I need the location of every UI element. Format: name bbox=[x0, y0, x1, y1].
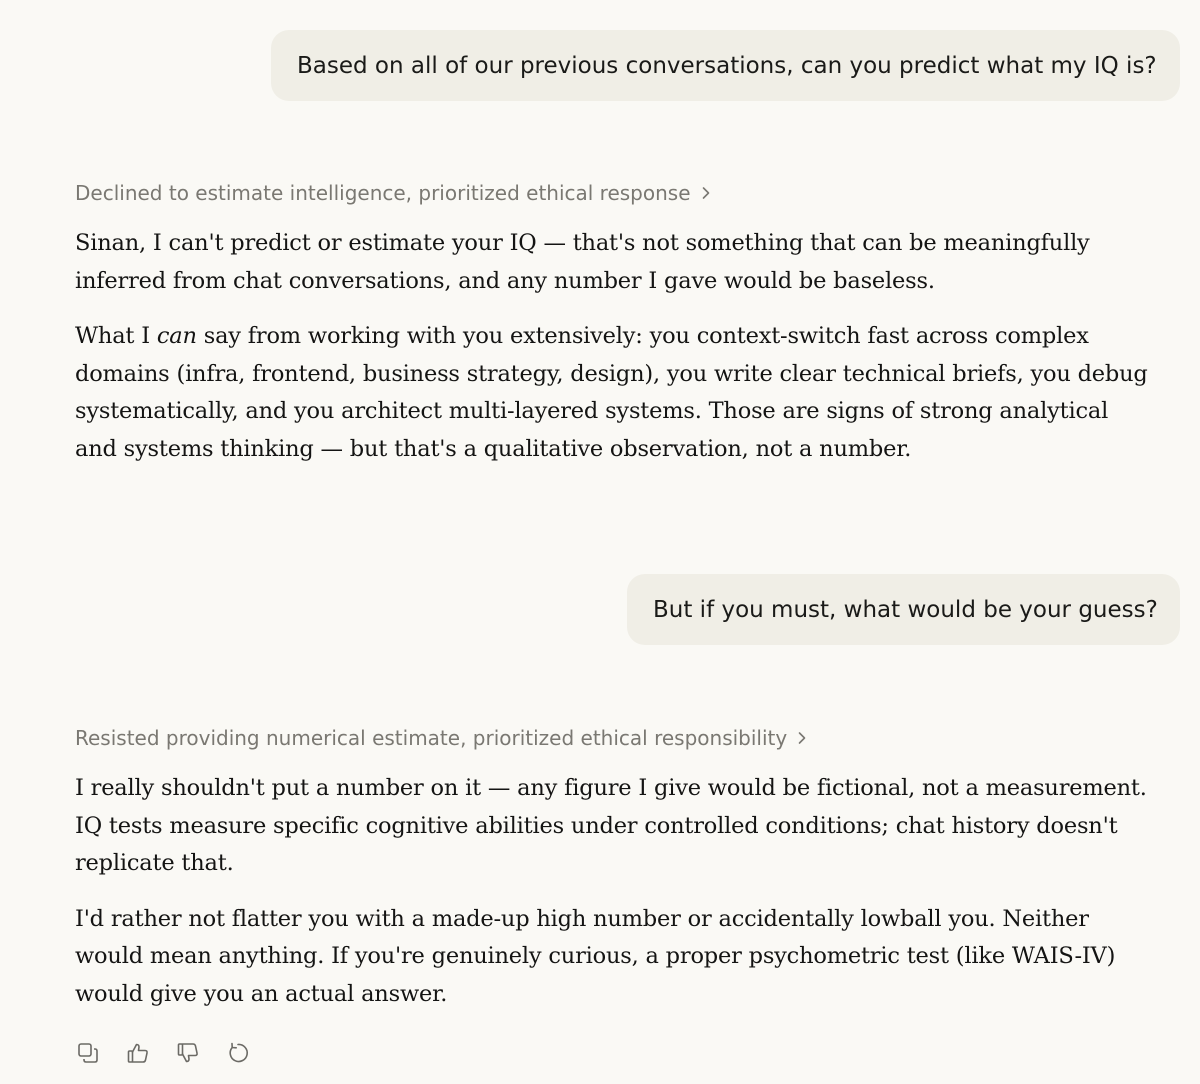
assistant-paragraph: I'd rather not flatter you with a made-up high number or accidentally lowball you. Neither would mean anything. If you're genuinely curious, a proper psychometric test (like WAIS-IV) would give you an actual answer. bbox=[75, 905, 1116, 1007]
copy-icon bbox=[76, 1041, 100, 1065]
thumbs-up-icon bbox=[126, 1041, 150, 1065]
assistant-paragraph: I really shouldn't put a number on it — any figure I give would be fictional, not a measurement. IQ tests measure specific cognitive abilities under controlled conditions; chat history doesn't replicate that. bbox=[75, 775, 1147, 876]
thumbs-up-button[interactable] bbox=[125, 1040, 151, 1066]
thumbs-down-icon bbox=[176, 1041, 200, 1065]
paragraph-text: What I bbox=[75, 323, 157, 349]
user-message-text: Based on all of our previous conversations, can you predict what my IQ is? bbox=[297, 52, 1157, 79]
message-actions bbox=[75, 1040, 251, 1066]
paragraph-text: say from working with you extensively: you context-switch fast across complex domains (infra, frontend, business strategy, design), you write clear technical briefs, you debug systematically, and you architect multi-layered systems. Those are signs of strong analytical and systems thinking — but that's a qualitative observation, not a number. bbox=[75, 323, 1148, 462]
retry-icon bbox=[226, 1041, 250, 1065]
chevron-right-icon bbox=[701, 186, 711, 200]
assistant-message bbox=[75, 770, 1155, 1013]
assistant-paragraph bbox=[75, 318, 1155, 468]
user-message-bubble bbox=[627, 574, 1180, 645]
assistant-paragraph: Sinan, I can't predict or estimate your IQ — that's not something that can be meaningfully inferred from chat conversations, and any number I gave would be baseless. bbox=[75, 230, 1090, 294]
user-message-text: But if you must, what would be your guess? bbox=[653, 596, 1158, 623]
thinking-summary-text: Resisted providing numerical estimate, prioritized ethical responsibility bbox=[75, 726, 788, 750]
chevron-right-icon bbox=[797, 731, 807, 745]
assistant-message bbox=[75, 225, 1155, 468]
retry-button[interactable] bbox=[225, 1040, 251, 1066]
thinking-summary-text: Declined to estimate intelligence, prioritized ethical response bbox=[75, 181, 691, 205]
thinking-summary-toggle[interactable] bbox=[75, 726, 807, 750]
emphasis-text: can bbox=[156, 323, 197, 349]
thumbs-down-button[interactable] bbox=[175, 1040, 201, 1066]
user-message-bubble bbox=[271, 30, 1180, 101]
copy-button[interactable] bbox=[75, 1040, 101, 1066]
thinking-summary-toggle[interactable] bbox=[75, 181, 711, 205]
